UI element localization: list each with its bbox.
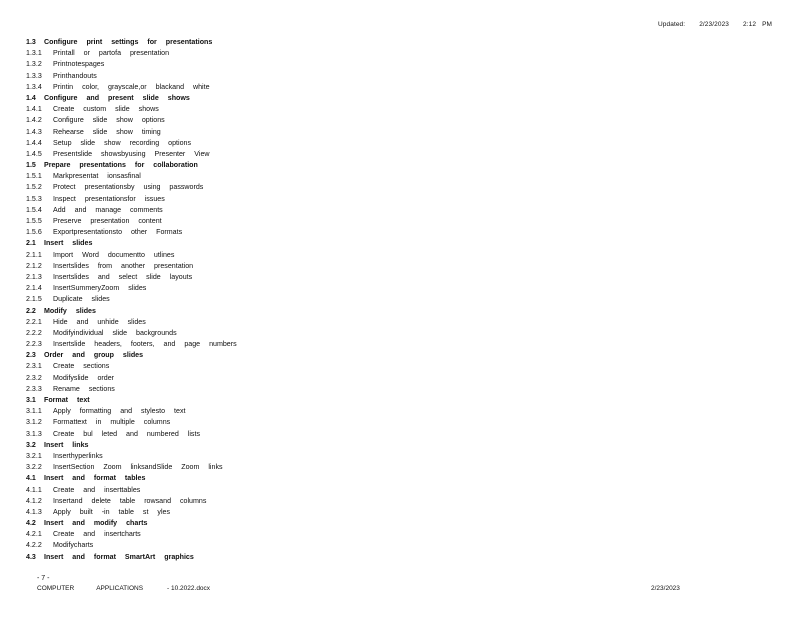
toc-entry-number: 2.1.4 (26, 284, 42, 293)
toc-entry-text: Preserve presentation content (53, 217, 162, 225)
table-of-contents (26, 37, 237, 563)
footer-subject: APPLICATIONS (96, 585, 144, 592)
toc-entry-number: 2.3 (26, 351, 36, 360)
toc-entry-number: 4.1.2 (26, 496, 42, 505)
toc-entry-text: Modifyslide order (53, 373, 115, 382)
toc-entry-text: Modifyindividual slide backgrounds (53, 328, 177, 337)
toc-entry (26, 473, 237, 484)
toc-entry (26, 71, 237, 82)
toc-entry-text: Insertslides from another presentation (53, 261, 194, 270)
toc-entry (26, 406, 237, 417)
toc-entry-text: Printin color, grayscale,or blackand white (53, 82, 210, 91)
toc-entry (26, 373, 237, 384)
toc-entry-text: Presentslide showsbyusing Presenter View (53, 149, 210, 158)
toc-entry (26, 93, 237, 104)
toc-entry-number: 1.5.5 (26, 217, 42, 225)
toc-entry-number: 1.4.5 (26, 149, 42, 158)
toc-entry (26, 350, 237, 361)
toc-entry (26, 283, 237, 294)
toc-entry-text: Configure print settings for presentations (44, 38, 213, 46)
toc-entry (26, 127, 237, 138)
toc-entry-number: 2.3.3 (26, 384, 42, 393)
toc-entry (26, 317, 237, 328)
toc-entry-number: 3.1.3 (26, 429, 42, 438)
toc-entry (26, 328, 237, 339)
toc-entry (26, 429, 237, 440)
toc-entry-number: 1.5.4 (26, 205, 42, 214)
toc-entry-text: Order and group slides (44, 351, 144, 360)
footer-file: - 10.2022.docx (167, 585, 211, 592)
toc-entry (26, 306, 237, 317)
toc-entry-number: 2.1.1 (26, 250, 42, 259)
toc-entry-text: Configure and present slide shows (44, 93, 190, 102)
toc-entry-number: 1.3.2 (26, 60, 42, 69)
toc-entry (26, 104, 237, 115)
toc-entry (26, 384, 237, 395)
toc-entry-text: Protect presentationsby using passwords (53, 183, 204, 192)
toc-entry-text: Insert links (44, 440, 89, 449)
toc-entry-number: 3.1.2 (26, 418, 42, 427)
toc-entry (26, 440, 237, 451)
toc-entry-text: Add and manage comments (53, 205, 163, 214)
updated-timestamp (658, 21, 786, 28)
toc-entry-number: 4.2 (26, 519, 36, 528)
toc-entry-text: Insert and format SmartArt graphics (44, 552, 194, 561)
toc-entry-text: InsertSection Zoom linksandSlide Zoom links (53, 463, 223, 472)
toc-entry (26, 507, 237, 518)
toc-entry-number: 1.4.3 (26, 127, 42, 136)
toc-entry-text: Setup slide show recording options (53, 138, 192, 147)
toc-entry (26, 529, 237, 540)
toc-entry (26, 160, 237, 171)
toc-entry-number: 2.2 (26, 306, 36, 315)
toc-entry (26, 361, 237, 372)
toc-entry-text: Rename sections (53, 384, 115, 393)
toc-entry-number: 2.3.1 (26, 362, 42, 371)
footer-date: 2/23/2023 (651, 585, 680, 592)
toc-entry (26, 205, 237, 216)
toc-entry (26, 82, 237, 93)
toc-entry-number: 2.1.5 (26, 295, 42, 304)
toc-entry-text: Hide and unhide slides (53, 317, 146, 326)
toc-entry (26, 250, 237, 261)
toc-entry-text: Printall or partofa presentation (53, 49, 170, 58)
toc-entry-number: 3.2.1 (26, 451, 42, 460)
toc-entry-text: Apply formatting and stylesto text (53, 407, 186, 416)
toc-entry-number: 1.4.1 (26, 105, 42, 114)
toc-entry-text: Format text (44, 396, 90, 404)
toc-entry (26, 115, 237, 126)
toc-entry-number: 3.1.1 (26, 407, 42, 416)
toc-entry-number: 1.3.4 (26, 82, 42, 91)
toc-entry (26, 138, 237, 149)
toc-entry (26, 540, 237, 551)
toc-entry-text: Inserthyperlinks (53, 451, 103, 460)
toc-entry-number: 3.2.2 (26, 463, 42, 472)
toc-entry (26, 462, 237, 473)
toc-entry (26, 339, 237, 350)
toc-entry-text: Insert and modify charts (44, 519, 148, 528)
toc-entry-number: 4.1 (26, 474, 36, 483)
toc-entry-number: 4.3 (26, 552, 36, 561)
footer-page-number: - 7 - (37, 575, 50, 582)
footer-document-info (37, 585, 210, 592)
updated-date: 2/23/2023 (699, 21, 730, 28)
toc-entry-number: 1.5.6 (26, 228, 42, 237)
toc-entry-number: 2.3.2 (26, 373, 42, 382)
toc-entry (26, 518, 237, 529)
toc-entry (26, 171, 237, 182)
toc-entry-text: Markpresentat ionsasfinal (53, 172, 141, 181)
toc-entry-text: Exportpresentationsto other Formats (53, 228, 183, 237)
toc-entry (26, 37, 237, 48)
toc-entry-number: 1.5.1 (26, 172, 42, 181)
toc-entry-number: 1.5.2 (26, 183, 42, 192)
toc-entry-number: 1.5.3 (26, 194, 42, 203)
toc-entry-text: Create and insertcharts (53, 530, 141, 539)
toc-entry-text: Prepare presentations for collaboration (44, 161, 198, 170)
toc-entry-text: Import Word documentto utlines (53, 250, 175, 259)
toc-entry-text: Rehearse slide show timing (53, 127, 161, 136)
toc-entry (26, 417, 237, 428)
toc-entry-number: 2.2.1 (26, 317, 42, 326)
toc-entry-number: 2.2.2 (26, 328, 42, 337)
toc-entry (26, 261, 237, 272)
toc-entry-text: Printhandouts (53, 71, 97, 80)
toc-entry-text: Insert and format tables (44, 474, 146, 483)
toc-entry-number: 2.1 (26, 239, 36, 248)
toc-entry-text: Modifycharts (53, 541, 94, 550)
toc-entry-text: Create custom slide shows (53, 105, 159, 114)
updated-label: Updated: (658, 21, 686, 28)
toc-entry-number: 1.5 (26, 161, 36, 170)
toc-entry-number: 2.1.3 (26, 272, 42, 281)
toc-entry-number: 1.4 (26, 93, 36, 102)
toc-entry-number: 1.3 (26, 38, 36, 46)
toc-entry-text: Apply built -in table st yles (53, 507, 171, 516)
toc-entry-text: Insertand delete table rowsand columns (53, 496, 207, 505)
toc-entry (26, 227, 237, 238)
toc-entry-number: 3.1 (26, 396, 36, 404)
toc-entry-text: Formattext in multiple columns (53, 418, 171, 427)
toc-entry-number: 3.2 (26, 440, 36, 449)
toc-entry-text: Printnotespages (53, 60, 105, 69)
footer-course: COMPUTER (37, 585, 75, 592)
toc-entry-text: Create and inserttables (53, 485, 141, 494)
toc-entry (26, 59, 237, 70)
toc-entry (26, 294, 237, 305)
toc-entry (26, 496, 237, 507)
toc-entry-text: Insertslide headers, footers, and page numbers (53, 340, 237, 349)
toc-entry-number: 1.4.4 (26, 138, 42, 147)
toc-entry-text: Insert slides (44, 239, 93, 248)
toc-entry (26, 48, 237, 59)
toc-entry-text: Duplicate slides (53, 295, 110, 304)
toc-entry-text: Modify slides (44, 306, 96, 315)
toc-entry-number: 4.2.1 (26, 530, 42, 539)
toc-entry-number: 4.1.3 (26, 507, 42, 516)
toc-entry (26, 238, 237, 249)
toc-entry (26, 216, 237, 227)
toc-entry-text: Insertslides and select slide layouts (53, 272, 193, 281)
toc-entry (26, 552, 237, 563)
toc-entry-number: 1.3.1 (26, 49, 42, 58)
toc-entry-text: Create bul leted and numbered lists (53, 429, 200, 438)
toc-entry-text: Configure slide show options (53, 116, 165, 125)
toc-entry (26, 182, 237, 193)
toc-entry (26, 395, 237, 406)
updated-time: 2:12 (743, 21, 757, 28)
toc-entry-text: Inspect presentationsfor issues (53, 194, 165, 203)
updated-ampm: PM (762, 21, 773, 28)
toc-entry (26, 451, 237, 462)
toc-entry-number: 1.4.2 (26, 116, 42, 125)
toc-entry-number: 2.1.2 (26, 261, 42, 270)
toc-entry (26, 149, 237, 160)
toc-entry (26, 485, 237, 496)
toc-entry-number: 2.2.3 (26, 340, 42, 349)
toc-entry-text: Create sections (53, 362, 110, 371)
toc-entry (26, 272, 237, 283)
toc-entry (26, 194, 237, 205)
toc-entry-number: 4.2.2 (26, 541, 42, 550)
toc-entry-number: 1.3.3 (26, 71, 42, 80)
toc-entry-text: InsertSummeryZoom slides (53, 284, 147, 293)
toc-entry-number: 4.1.1 (26, 485, 42, 494)
